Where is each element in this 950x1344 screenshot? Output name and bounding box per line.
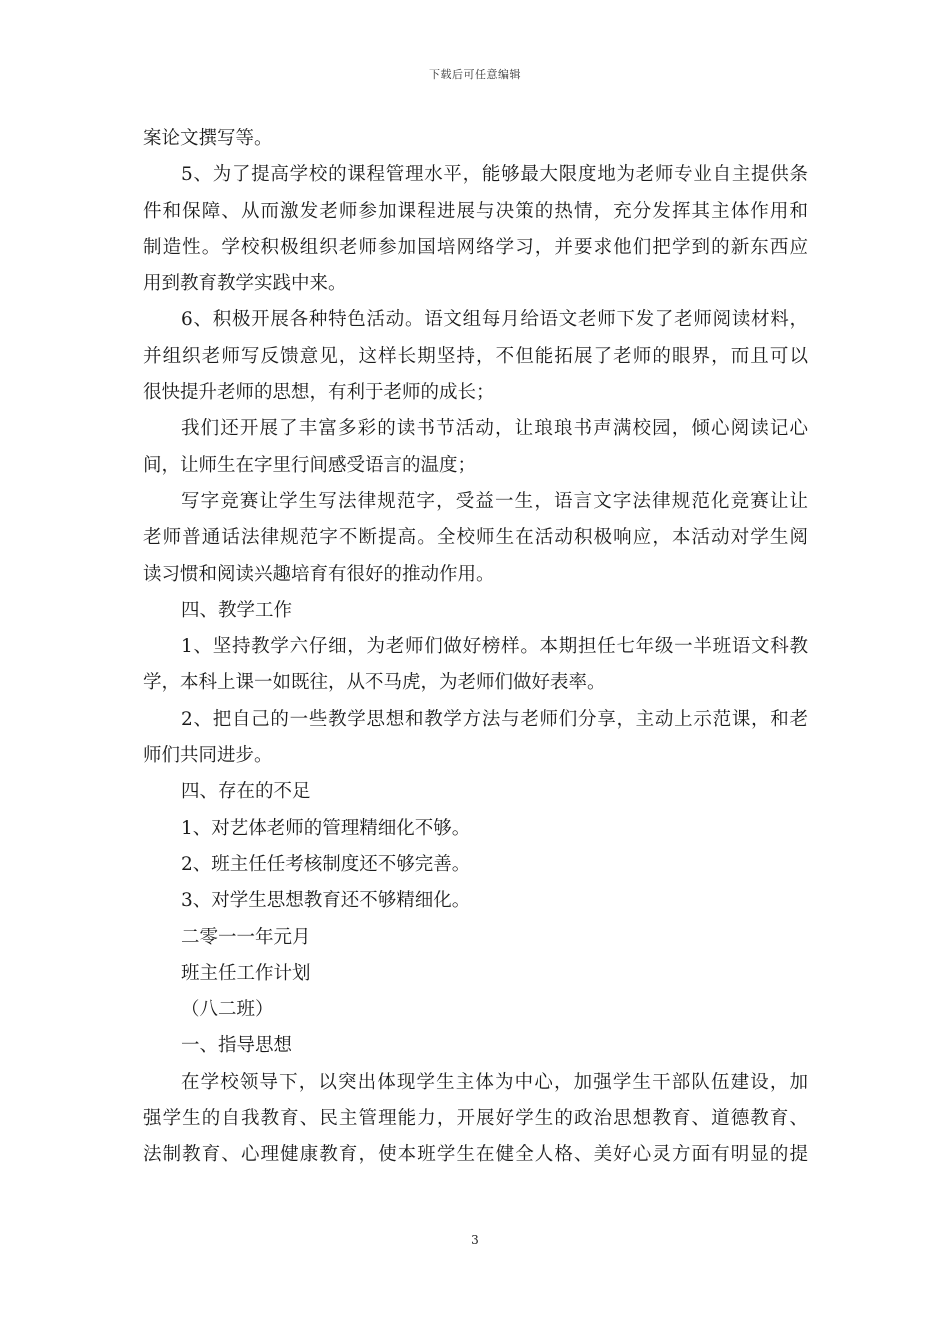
date-line: 二零一一年元月	[181, 926, 311, 948]
text-line: 3、对学生思想教育还不够精细化。	[181, 890, 471, 912]
text-line: 法制教育、心理健康教育，使本班学生在健全人格、美好心灵方面有明显的提	[143, 1144, 808, 1166]
text-line: 老师普通话法律规范字不断提高。全校师生在活动积极响应，本活动对学生阅	[143, 527, 808, 549]
text-line: 用到教育教学实践中来。	[143, 273, 347, 295]
page-number: 3	[471, 1233, 479, 1247]
class-subtitle: （八二班）	[181, 999, 274, 1021]
text-line: 我们还开展了丰富多彩的读书节活动，让琅琅书声满校园，倾心阅读记心	[181, 418, 808, 440]
page-header: 下载后可任意编辑	[429, 68, 521, 81]
text-line: 制造性。学校积极组织老师参加国培网络学习，并要求他们把学到的新东西应	[143, 236, 808, 258]
text-line: 间，让师生在字里行间感受语言的温度；	[143, 454, 477, 476]
text-line: 件和保障、从而激发老师参加课程进展与决策的热情，充分发挥其主体作用和	[143, 200, 808, 222]
text-line: 1、坚持教学六仔细，为老师们做好榜样。本期担任七年级一半班语文科教	[181, 636, 808, 658]
text-line: 1、对艺体老师的管理精细化不够。	[181, 817, 471, 839]
text-line: 写字竞赛让学生写法律规范字，受益一生，语言文字法律规范化竞赛让让	[181, 490, 808, 512]
text-line: 5、为了提高学校的课程管理水平，能够最大限度地为老师专业自主提供条	[181, 164, 808, 186]
text-line: 强学生的自我教育、民主管理能力，开展好学生的政治思想教育、道德教育、	[143, 1108, 808, 1130]
text-line: 6、积极开展各种特色活动。语文组每月给语文老师下发了老师阅读材料，	[181, 309, 808, 331]
section-heading: 四、教学工作	[181, 599, 293, 621]
text-line: 2、把自己的一些教学思想和教学方法与老师们分享，主动上示范课，和老	[181, 708, 808, 730]
document-body	[143, 121, 808, 1174]
text-line: 师们共同进步。	[143, 745, 273, 767]
text-line: 并组织老师写反馈意见，这样长期坚持，不但能拓展了老师的眼界，而且可以	[143, 345, 808, 367]
section-heading: 一、指导思想	[181, 1035, 293, 1057]
text-line: 读习惯和阅读兴趣培育有很好的推动作用。	[143, 563, 495, 585]
text-line: 2、班主任任考核制度还不够完善。	[181, 853, 471, 875]
section-heading: 四、存在的不足	[181, 781, 311, 803]
document-title: 班主任工作计划	[181, 962, 311, 984]
text-line: 学，本科上课一如既往，从不马虎，为老师们做好表率。	[143, 672, 606, 694]
text-line: 很快提升老师的思想，有利于老师的成长；	[143, 382, 495, 404]
text-line: 在学校领导下，以突出体现学生主体为中心，加强学生干部队伍建设，加	[181, 1071, 808, 1093]
text-line: 案论文撰写等。	[143, 128, 273, 149]
